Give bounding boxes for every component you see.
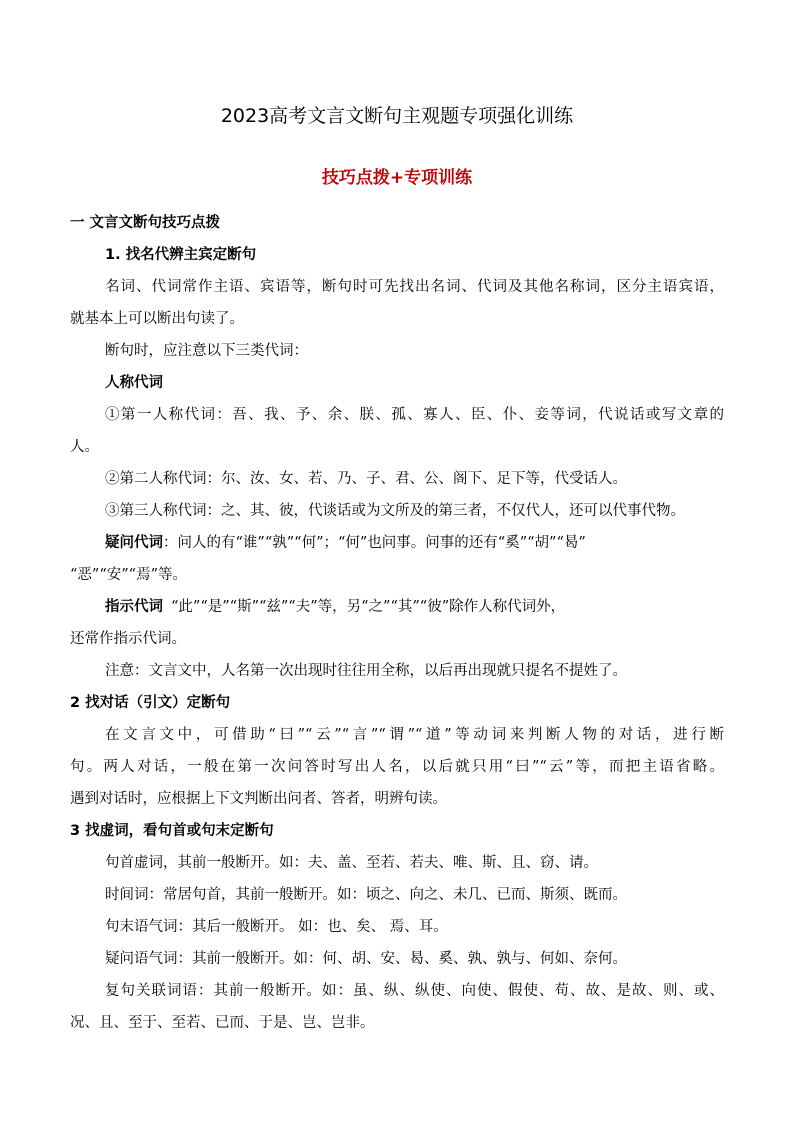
subheading-person-pronouns: 人称代词 [105,375,163,391]
paragraph-line: 断句时，应注意以下三类代词： [105,343,308,359]
paragraph-line: 句末语气词：其后一般断开。 如：也、矣、 焉、耳。 [105,919,448,935]
paragraph-line: “恶”“安”“焉”等。 [70,567,187,583]
paragraph-line: 复句关联词语：其前一般断开。如：虽、纵、纵使、向使、假使、苟、故、是故、则、或、 [105,983,724,999]
paragraph-line: ③第三人称代词：之、其、彼，代谈话或为文所及的第三者，不仅代人，还可以代事代物。 [105,503,685,519]
paragraph-text: “此”“是”“斯”“兹”“夫”等，另“之”“其”“彼”除作人称代词外， [171,599,566,615]
paragraph-line: 还常作指示代词。 [70,631,186,647]
keyword-interrogative: 疑问代词 [105,535,163,551]
paragraph-line: 注意：文言文中，人名第一次出现时往往用全称，以后再出现就只提名不提姓了。 [105,663,627,679]
paragraph-line: 疑问语气词：其前一般断开。如：何、胡、安、曷、奚、孰、孰与、何如、奈何。 [105,951,627,967]
keyword-demonstrative: 指示代词 [105,599,163,615]
document-body [70,207,724,1039]
paragraph-line: 名词、代词常作主语、宾语等，断句时可先找出名词、代词及其他名称词，区分主语宾语， [105,279,724,295]
paragraph-line: 就基本上可以断出句读了。 [70,311,244,327]
paragraph-line: ①第一人称代词：吾、我、予、余、朕、孤、寡人、臣、仆、妾等词，代说话或写文章的 [105,407,724,423]
paragraph-line [70,527,724,559]
paragraph-line: 遇到对话时，应根据上下文判断出问者、答者，明辨句读。 [70,791,447,807]
paragraph-line: 人。 [70,439,99,455]
paragraph-line: 时间词：常居句首，其前一般断开。如：顷之、向之、未几、已而、斯须、既而。 [105,887,627,903]
document-subtitle: 技巧点拨+专项训练 [321,168,473,188]
subheading-1: 1. 找名代辨主宾定断句 [105,247,257,263]
subheading-2: 2 找对话（引文）定断句 [70,695,231,711]
paragraph-line: ②第二人称代词：尔、汝、女、若、乃、子、君、公、阁下、足下等，代受话人。 [105,471,627,487]
paragraph-line: 句。两人对话，一般在第一次问答时写出人名，以后就只用“曰”“云”等，而把主语省略。 [70,759,724,775]
paragraph-line: 况、且、至于、至若、已而、于是、岂、岂非。 [70,1015,375,1031]
section-heading: 一 文言文断句技巧点拨 [70,215,221,231]
paragraph-line: 句首虚词，其前一般断开。如：夫、盖、至若、若夫、唯、斯、且、窃、请。 [105,855,598,871]
paragraph-line [70,591,724,623]
paragraph-text: ：问人的有“谁”“孰”“何”；“何”也问事。问事的还有“奚”“胡”“曷” [163,535,586,551]
document-title: 2023高考文言文断句主观题专项强化训练 [220,105,574,127]
paragraph-line: 在文言文中，可借助“曰”“云”“言”“谓”“道”等动词来判断人物的对话，进行断 [105,727,724,743]
subheading-3: 3 找虚词，看句首或句末定断句 [70,823,274,839]
